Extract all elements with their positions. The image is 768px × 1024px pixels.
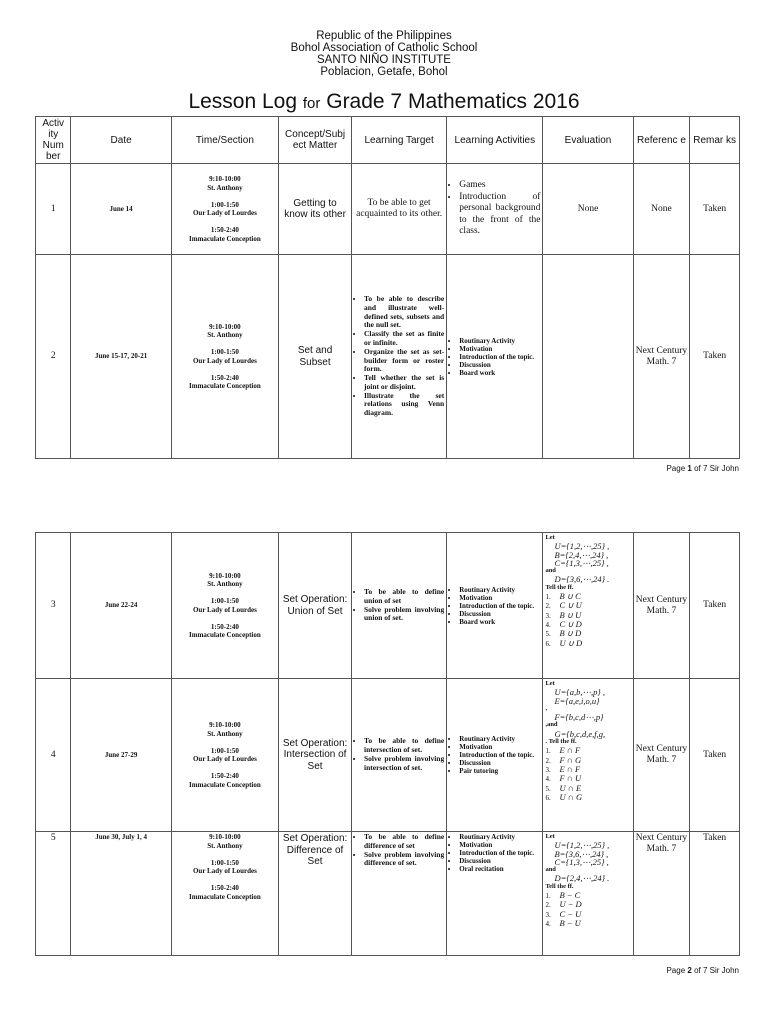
reference-cell: None [633, 164, 690, 255]
evaluation-cell: Let U={1,2,⋯,25} , B={2,4,⋯,24} , C={1,3,⋯,25} , and D={3,6,⋯,24} . Tell the ff. 1. B ∪ C 2. C ∪ U 3. B ∪ U 4. C ∪ D 5. B ∪ D 6. U ∪ D [543, 533, 633, 679]
header-address: Poblacion, Getafe, Bohol [320, 66, 448, 78]
time-section-cell: 9:10-10:00 St. Anthony 1:00-1:50 Our Lady of Lourdes 1:50-2:40 Immaculate Conception [171, 679, 278, 832]
list-item: • Solve problem involving difference of set. [364, 851, 444, 869]
list-item: • To be able to define union of set [364, 588, 444, 606]
list-item: • Solve problem involving union of set. [364, 606, 444, 624]
list-item: • Motivation [459, 594, 540, 602]
remarks-cell: Taken [690, 832, 740, 956]
table-row [36, 255, 740, 459]
activities-cell [447, 832, 543, 956]
list-item: • Tell whether the set is joint or disjoint. [364, 374, 444, 392]
remarks-cell: Taken [690, 164, 740, 255]
activities-cell [447, 164, 543, 255]
list-item: • Board work [459, 618, 540, 626]
header-association: Bohol Association of Catholic School [290, 42, 478, 54]
page-footer-1: Page 1 of 7 Sir John [666, 464, 739, 473]
concept-cell: Set Operation: Intersection of Set [279, 679, 352, 832]
page-footer-2: Page 2 of 7 Sir John [666, 966, 739, 975]
list-item: • Motivation [459, 345, 540, 353]
reference-cell: Next Century Math. 7 [633, 255, 690, 459]
table-row [36, 679, 740, 832]
page-title [0, 90, 768, 114]
concept-cell: Set Operation: Difference of Set [279, 832, 352, 956]
target-cell: To be able to get acquainted to its other. [352, 164, 447, 255]
list-item: • Introduction of the topic. [459, 353, 540, 361]
activities-cell [447, 255, 543, 459]
concept-cell: Getting to know its other [279, 164, 352, 255]
col-concept: Concept/Subj ect Matter [279, 117, 352, 164]
time-section-cell: 9:10-10:00 St. Anthony 1:00-1:50 Our Lady of Lourdes 1:50-2:40 Immaculate Conception [171, 832, 278, 956]
col-reference: Referenc e [633, 117, 690, 164]
target-cell [352, 679, 447, 832]
date-cell: June 30, July 1, 4 [71, 832, 171, 956]
reference-cell: Next Century Math. 7 [633, 533, 690, 679]
list-item: • Board work [459, 369, 540, 377]
header-school: SANTO NIÑO INSTITUTE [317, 54, 451, 66]
list-item: • Discussion [459, 857, 540, 865]
list-item: • Illustrate the set relations using Venn diagram. [364, 392, 444, 418]
list-item: • Classify the set as finite or infinite. [364, 330, 444, 348]
time-section-cell: 9:10-10:00 St. Anthony 1:00-1:50 Our Lady of Lourdes 1:50-2:40 Immaculate Conception [171, 533, 278, 679]
list-item: • Oral recitation [459, 865, 540, 873]
list-item: • Routinary Activity [459, 735, 540, 743]
list-item: • Games [459, 180, 540, 192]
activities-cell [447, 679, 543, 832]
list-item: • Routinary Activity [459, 833, 540, 841]
list-item: • Introduction of the topic. [459, 751, 540, 759]
remarks-cell: Taken [690, 533, 740, 679]
list-item: • Discussion [459, 361, 540, 369]
list-item: • Routinary Activity [459, 337, 540, 345]
activity-number: 3 [36, 533, 71, 679]
target-cell [352, 533, 447, 679]
col-learning-target: Learning Target [352, 117, 447, 164]
col-time-section: Time/Section [171, 117, 278, 164]
list-item: • Introduction of personal background to the front of the class. [459, 192, 540, 238]
concept-cell: Set and Subset [279, 255, 352, 459]
time-section-cell: 9:10-10:00 St. Anthony 1:00-1:50 Our Lady of Lourdes 1:50-2:40 Immaculate Conception [171, 164, 278, 255]
col-activity-number: Activ ity Num ber [36, 117, 71, 164]
header-row [36, 117, 740, 164]
remarks-cell: Taken [690, 255, 740, 459]
target-cell [352, 832, 447, 956]
activity-number: 5 [36, 832, 71, 956]
list-item: • Discussion [459, 610, 540, 618]
evaluation-cell: Let U={1,2,⋯,25} , B={3,6,⋯,24} , C={1,3,⋯,25} , and D={2,4,⋯,24} . Tell the ff. 1. B − C 2. U − D 3. C − U 4. B − U [543, 832, 633, 956]
table-row [36, 164, 740, 255]
list-item: • Introduction of the topic. [459, 849, 540, 857]
date-cell: June 22-24 [71, 533, 171, 679]
activity-number: 4 [36, 679, 71, 832]
list-item: • Pair tutoring [459, 767, 540, 775]
list-item: • To be able to define intersection of set. [364, 737, 444, 755]
title-main: Lesson Log [188, 90, 298, 113]
list-item: • To be able to describe and illustrate well-defined sets, subsets and the null set. [364, 295, 444, 330]
list-item: • Routinary Activity [459, 586, 540, 594]
time-section-cell: 9:10-10:00 St. Anthony 1:00-1:50 Our Lady of Lourdes 1:50-2:40 Immaculate Conception [171, 255, 278, 459]
reference-cell: Next Century Math. 7 [633, 832, 690, 956]
date-cell: June 14 [71, 164, 171, 255]
col-evaluation: Evaluation [543, 117, 633, 164]
col-date: Date [71, 117, 171, 164]
date-cell: June 27-29 [71, 679, 171, 832]
list-item: • Organize the set as set-builder form or roster form. [364, 348, 444, 374]
list-item: • Introduction of the topic. [459, 602, 540, 610]
list-item: • Discussion [459, 759, 540, 767]
table-row [36, 832, 740, 956]
activities-cell [447, 533, 543, 679]
activity-number: 1 [36, 164, 71, 255]
lesson-log-table-page2 [35, 532, 740, 956]
col-remarks: Remar ks [690, 117, 740, 164]
header-republic: Republic of the Philippines [316, 30, 452, 42]
target-cell [352, 255, 447, 459]
list-item: • Motivation [459, 743, 540, 751]
title-for: for [302, 95, 321, 112]
concept-cell: Set Operation: Union of Set [279, 533, 352, 679]
evaluation-cell: Let U={a,b,⋯,p} , E={a,e,i,o,u} , F={b,c,d⋯,p} ,and G={b,c,d,e,f,g, . Tell the ff. 1. E ∩ F 2. F ∩ G 3. E ∩ F 4. F ∩ U 5. U ∩ E 6. U ∩ G [543, 679, 633, 832]
list-item: • Motivation [459, 841, 540, 849]
table-row [36, 533, 740, 679]
col-learning-activities: Learning Activities [447, 117, 543, 164]
reference-cell: Next Century Math. 7 [633, 679, 690, 832]
evaluation-cell: None [543, 164, 633, 255]
lesson-log-table-page1 [35, 116, 740, 459]
evaluation-cell [543, 255, 633, 459]
activity-number: 2 [36, 255, 71, 459]
date-cell: June 15-17, 20-21 [71, 255, 171, 459]
list-item: • Solve problem involving intersection of set. [364, 755, 444, 773]
remarks-cell: Taken [690, 679, 740, 832]
list-item: • To be able to define difference of set [364, 833, 444, 851]
title-rest: Grade 7 Mathematics 2016 [326, 90, 580, 113]
